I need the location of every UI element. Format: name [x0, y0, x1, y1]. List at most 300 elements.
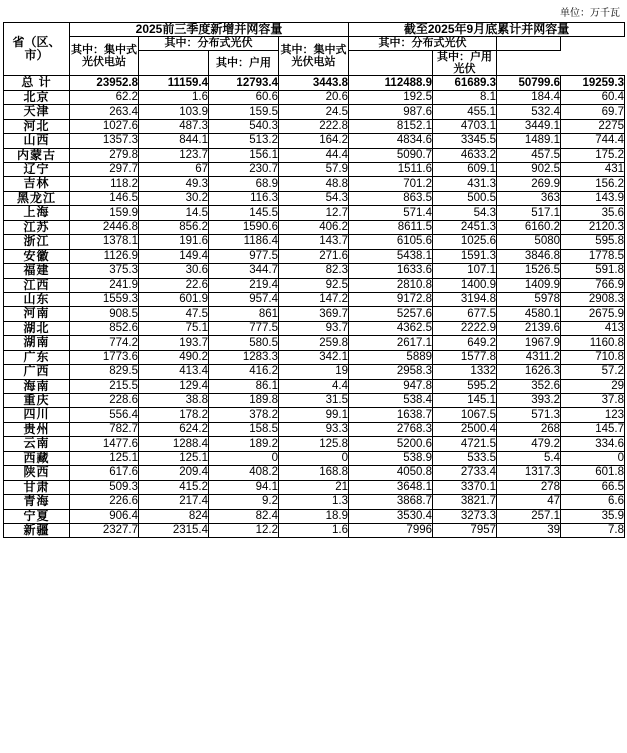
- cell-value: 490.2: [139, 350, 209, 364]
- cell-value: 906.4: [70, 509, 139, 523]
- cell-value: 4311.2: [497, 350, 561, 364]
- cell-value: 1378.1: [70, 235, 139, 249]
- row-region-label: 四川: [4, 408, 70, 422]
- cell-value: 540.3: [209, 119, 279, 133]
- cell-value: 31.5: [279, 394, 349, 408]
- cell-value: 2617.1: [349, 336, 433, 350]
- cell-value: 3846.8: [497, 249, 561, 263]
- cell-value: 601.8: [561, 466, 625, 480]
- cell-value: 146.5: [70, 191, 139, 205]
- cell-value: 11159.4: [139, 76, 209, 90]
- table-row: [4, 206, 625, 220]
- cell-value: 193.7: [139, 336, 209, 350]
- table-row: [4, 249, 625, 263]
- cell-value: 0: [279, 451, 349, 465]
- cell-value: 228.6: [70, 394, 139, 408]
- table-row: [4, 278, 625, 292]
- cell-value: 2768.3: [349, 422, 433, 436]
- cell-value: 2451.3: [433, 220, 497, 234]
- cell-value: 1067.5: [433, 408, 497, 422]
- row-region-label: 广东: [4, 350, 70, 364]
- cell-value: 4050.8: [349, 466, 433, 480]
- cell-value: 5978: [497, 292, 561, 306]
- cell-value: 9172.8: [349, 292, 433, 306]
- table-row: [4, 105, 625, 119]
- cell-value: 30.2: [139, 191, 209, 205]
- cell-value: 509.3: [70, 480, 139, 494]
- cell-value: 513.2: [209, 134, 279, 148]
- cell-value: 701.2: [349, 177, 433, 191]
- cell-value: 269.9: [497, 177, 561, 191]
- row-region-label: 江西: [4, 278, 70, 292]
- row-region-label: 黑龙江: [4, 191, 70, 205]
- cell-value: 29: [561, 379, 625, 393]
- cell-value: 60.6: [209, 90, 279, 104]
- cell-value: 118.2: [70, 177, 139, 191]
- cell-value: 268: [497, 422, 561, 436]
- cell-value: 22.6: [139, 278, 209, 292]
- cell-value: 2908.3: [561, 292, 625, 306]
- cell-value: 369.7: [279, 307, 349, 321]
- cell-value: 241.9: [70, 278, 139, 292]
- cell-value: 487.3: [139, 119, 209, 133]
- row-region-label: 河南: [4, 307, 70, 321]
- cell-value: 852.6: [70, 321, 139, 335]
- cell-value: 61689.3: [433, 76, 497, 90]
- header-cum-household: 其中：户用光伏: [433, 50, 497, 76]
- header-spacer-3: [349, 50, 433, 76]
- cell-value: 209.4: [139, 466, 209, 480]
- table-row: [4, 480, 625, 494]
- cell-value: 844.1: [139, 134, 209, 148]
- cell-value: 2446.8: [70, 220, 139, 234]
- cell-value: 21: [279, 480, 349, 494]
- cell-value: 3370.1: [433, 480, 497, 494]
- cell-value: 617.6: [70, 466, 139, 480]
- cell-value: 5438.1: [349, 249, 433, 263]
- cell-value: 156.2: [561, 177, 625, 191]
- row-region-label: 甘肃: [4, 480, 70, 494]
- cell-value: 35.6: [561, 206, 625, 220]
- cell-value: 2675.9: [561, 307, 625, 321]
- cell-value: 4.4: [279, 379, 349, 393]
- table-row: [4, 134, 625, 148]
- cell-value: 406.2: [279, 220, 349, 234]
- row-region-label: 吉林: [4, 177, 70, 191]
- table-row: [4, 264, 625, 278]
- cell-value: 863.5: [349, 191, 433, 205]
- cell-value: 2327.7: [70, 523, 139, 537]
- cell-value: 143.9: [561, 191, 625, 205]
- cell-value: 175.2: [561, 148, 625, 162]
- cell-value: 143.7: [279, 235, 349, 249]
- cell-value: 766.9: [561, 278, 625, 292]
- cell-value: 2315.4: [139, 523, 209, 537]
- cell-value: 14.5: [139, 206, 209, 220]
- cell-value: 538.9: [349, 451, 433, 465]
- cell-value: 3443.8: [279, 76, 349, 90]
- row-region-label: 西藏: [4, 451, 70, 465]
- cell-value: 416.2: [209, 365, 279, 379]
- cell-value: 30.6: [139, 264, 209, 278]
- cell-value: 19: [279, 365, 349, 379]
- cell-value: 192.5: [349, 90, 433, 104]
- cell-value: 3449.1: [497, 119, 561, 133]
- cell-value: 3345.5: [433, 134, 497, 148]
- cell-value: 82.3: [279, 264, 349, 278]
- row-region-label: 总 计: [4, 76, 70, 90]
- cell-value: 1332: [433, 365, 497, 379]
- cell-value: 158.5: [209, 422, 279, 436]
- cell-value: 987.6: [349, 105, 433, 119]
- cell-value: 352.6: [497, 379, 561, 393]
- cell-value: 517.1: [497, 206, 561, 220]
- cell-value: 259.8: [279, 336, 349, 350]
- header-spacer-1: [497, 37, 561, 50]
- header-region: 省（区、市）: [4, 23, 70, 76]
- cell-value: 19259.3: [561, 76, 625, 90]
- cell-value: 23952.8: [70, 76, 139, 90]
- cell-value: 75.1: [139, 321, 209, 335]
- cell-value: 4703.1: [433, 119, 497, 133]
- cell-value: 595.2: [433, 379, 497, 393]
- cell-value: 125.8: [279, 437, 349, 451]
- cell-value: 8611.5: [349, 220, 433, 234]
- header-group-new: 2025前三季度新增并网容量: [70, 23, 349, 37]
- cell-value: 68.9: [209, 177, 279, 191]
- cell-value: 375.3: [70, 264, 139, 278]
- table-row: [4, 148, 625, 162]
- cell-value: 1633.6: [349, 264, 433, 278]
- cell-value: 35.9: [561, 509, 625, 523]
- cell-value: 1126.9: [70, 249, 139, 263]
- cell-value: 1409.9: [497, 278, 561, 292]
- table-row: [4, 321, 625, 335]
- cell-value: 5257.6: [349, 307, 433, 321]
- cell-value: 1.6: [279, 523, 349, 537]
- row-region-label: 宁夏: [4, 509, 70, 523]
- header-new-distributed: 其中：分布式光伏: [139, 37, 279, 50]
- table-row: [4, 408, 625, 422]
- cell-value: 164.2: [279, 134, 349, 148]
- cell-value: 93.7: [279, 321, 349, 335]
- cell-value: 20.6: [279, 90, 349, 104]
- cell-value: 532.4: [497, 105, 561, 119]
- cell-value: 479.2: [497, 437, 561, 451]
- cell-value: 5200.6: [349, 437, 433, 451]
- cell-value: 226.6: [70, 495, 139, 509]
- cell-value: 393.2: [497, 394, 561, 408]
- cell-value: 86.1: [209, 379, 279, 393]
- cell-value: 257.1: [497, 509, 561, 523]
- cell-value: 82.4: [209, 509, 279, 523]
- cell-value: 191.6: [139, 235, 209, 249]
- cell-value: 902.5: [497, 163, 561, 177]
- unit-note: 单位：万千瓦: [560, 8, 620, 19]
- cell-value: 94.1: [209, 480, 279, 494]
- table-row: [4, 163, 625, 177]
- cell-value: 145.1: [433, 394, 497, 408]
- table-row: [4, 220, 625, 234]
- row-region-label: 云南: [4, 437, 70, 451]
- cell-value: 1638.7: [349, 408, 433, 422]
- cell-value: 957.4: [209, 292, 279, 306]
- table-row: [4, 379, 625, 393]
- header-spacer-2: [139, 50, 209, 76]
- cell-value: 571.4: [349, 206, 433, 220]
- table-row: [4, 191, 625, 205]
- cell-value: 556.4: [70, 408, 139, 422]
- cell-value: 116.3: [209, 191, 279, 205]
- header-cum-distributed: 其中：分布式光伏: [349, 37, 497, 50]
- cell-value: 48.8: [279, 177, 349, 191]
- cell-value: 591.8: [561, 264, 625, 278]
- cell-value: 1778.5: [561, 249, 625, 263]
- cell-value: 47.5: [139, 307, 209, 321]
- cell-value: 2733.4: [433, 466, 497, 480]
- cell-value: 9.2: [209, 495, 279, 509]
- pv-capacity-table: [3, 22, 625, 538]
- cell-value: 824: [139, 509, 209, 523]
- cell-value: 3273.3: [433, 509, 497, 523]
- cell-value: 50799.6: [497, 76, 561, 90]
- cell-value: 342.1: [279, 350, 349, 364]
- cell-value: 159.5: [209, 105, 279, 119]
- cell-value: 1590.6: [209, 220, 279, 234]
- cell-value: 57.9: [279, 163, 349, 177]
- cell-value: 129.4: [139, 379, 209, 393]
- cell-value: 7996: [349, 523, 433, 537]
- row-region-label: 天津: [4, 105, 70, 119]
- row-region-label: 新疆: [4, 523, 70, 537]
- table-row: [4, 365, 625, 379]
- cell-value: 24.5: [279, 105, 349, 119]
- row-region-label: 内蒙古: [4, 148, 70, 162]
- cell-value: 649.2: [433, 336, 497, 350]
- cell-value: 1025.6: [433, 235, 497, 249]
- cell-value: 297.7: [70, 163, 139, 177]
- row-region-label: 上海: [4, 206, 70, 220]
- cell-value: 0: [209, 451, 279, 465]
- cell-value: 1160.8: [561, 336, 625, 350]
- cell-value: 1186.4: [209, 235, 279, 249]
- table-row: [4, 292, 625, 306]
- cell-value: 189.8: [209, 394, 279, 408]
- cell-value: 66.5: [561, 480, 625, 494]
- cell-value: 431: [561, 163, 625, 177]
- row-region-label: 福建: [4, 264, 70, 278]
- cell-value: 125.1: [70, 451, 139, 465]
- table-row: [4, 437, 625, 451]
- cell-value: 278: [497, 480, 561, 494]
- cell-value: 219.4: [209, 278, 279, 292]
- cell-value: 69.7: [561, 105, 625, 119]
- cell-value: 6160.2: [497, 220, 561, 234]
- table-row: [4, 451, 625, 465]
- row-region-label: 安徽: [4, 249, 70, 263]
- cell-value: 2810.8: [349, 278, 433, 292]
- cell-value: 92.5: [279, 278, 349, 292]
- table-row: [4, 177, 625, 191]
- cell-value: 3868.7: [349, 495, 433, 509]
- cell-value: 363: [497, 191, 561, 205]
- cell-value: 37.8: [561, 394, 625, 408]
- row-region-label: 湖北: [4, 321, 70, 335]
- cell-value: 378.2: [209, 408, 279, 422]
- cell-value: 2139.6: [497, 321, 561, 335]
- row-region-label: 海南: [4, 379, 70, 393]
- cell-value: 1489.1: [497, 134, 561, 148]
- cell-value: 178.2: [139, 408, 209, 422]
- cell-value: 279.8: [70, 148, 139, 162]
- cell-value: 7957: [433, 523, 497, 537]
- cell-value: 44.4: [279, 148, 349, 162]
- table-row: [4, 90, 625, 104]
- row-region-label: 河北: [4, 119, 70, 133]
- table-row: [4, 466, 625, 480]
- cell-value: 408.2: [209, 466, 279, 480]
- cell-value: 1357.3: [70, 134, 139, 148]
- cell-value: 4580.1: [497, 307, 561, 321]
- cell-value: 344.7: [209, 264, 279, 278]
- cell-value: 1577.8: [433, 350, 497, 364]
- row-region-label: 陕西: [4, 466, 70, 480]
- header-new-centralized: 其中：集中式光伏电站: [70, 37, 139, 76]
- row-region-label: 山西: [4, 134, 70, 148]
- cell-value: 38.8: [139, 394, 209, 408]
- cell-value: 156.1: [209, 148, 279, 162]
- cell-value: 571.3: [497, 408, 561, 422]
- cell-value: 67: [139, 163, 209, 177]
- cell-value: 4633.2: [433, 148, 497, 162]
- header-row-2: [4, 37, 625, 50]
- cell-value: 8152.1: [349, 119, 433, 133]
- cell-value: 4721.5: [433, 437, 497, 451]
- cell-value: 774.2: [70, 336, 139, 350]
- cell-value: 189.2: [209, 437, 279, 451]
- row-region-label: 贵州: [4, 422, 70, 436]
- cell-value: 271.6: [279, 249, 349, 263]
- cell-value: 3194.8: [433, 292, 497, 306]
- cell-value: 6.6: [561, 495, 625, 509]
- cell-value: 103.9: [139, 105, 209, 119]
- cell-value: 3821.7: [433, 495, 497, 509]
- cell-value: 677.5: [433, 307, 497, 321]
- cell-value: 2500.4: [433, 422, 497, 436]
- table-row: [4, 422, 625, 436]
- cell-value: 0: [561, 451, 625, 465]
- cell-value: 57.2: [561, 365, 625, 379]
- cell-value: 147.2: [279, 292, 349, 306]
- cell-value: 2222.9: [433, 321, 497, 335]
- cell-value: 99.1: [279, 408, 349, 422]
- table-row: [4, 307, 625, 321]
- cell-value: 184.4: [497, 90, 561, 104]
- cell-value: 222.8: [279, 119, 349, 133]
- cell-value: 977.5: [209, 249, 279, 263]
- cell-value: 5889: [349, 350, 433, 364]
- cell-value: 263.4: [70, 105, 139, 119]
- cell-value: 455.1: [433, 105, 497, 119]
- cell-value: 123.7: [139, 148, 209, 162]
- cell-value: 1288.4: [139, 437, 209, 451]
- row-region-label: 重庆: [4, 394, 70, 408]
- header-group-cumulative: 截至2025年9月底累计并网容量: [349, 23, 625, 37]
- row-region-label: 青海: [4, 495, 70, 509]
- cell-value: 601.9: [139, 292, 209, 306]
- cell-value: 168.8: [279, 466, 349, 480]
- cell-value: 334.6: [561, 437, 625, 451]
- cell-value: 125.1: [139, 451, 209, 465]
- table-row: [4, 235, 625, 249]
- table-row: [4, 336, 625, 350]
- cell-value: 580.5: [209, 336, 279, 350]
- cell-value: 1591.3: [433, 249, 497, 263]
- cell-value: 2120.3: [561, 220, 625, 234]
- cell-value: 8.1: [433, 90, 497, 104]
- cell-value: 39: [497, 523, 561, 537]
- cell-value: 777.5: [209, 321, 279, 335]
- cell-value: 5090.7: [349, 148, 433, 162]
- cell-value: 457.5: [497, 148, 561, 162]
- cell-value: 145.7: [561, 422, 625, 436]
- cell-value: 744.4: [561, 134, 625, 148]
- cell-value: 54.3: [279, 191, 349, 205]
- table-row: [4, 76, 625, 90]
- cell-value: 1477.6: [70, 437, 139, 451]
- cell-value: 5.4: [497, 451, 561, 465]
- row-region-label: 江苏: [4, 220, 70, 234]
- cell-value: 908.5: [70, 307, 139, 321]
- cell-value: 1511.6: [349, 163, 433, 177]
- cell-value: 60.4: [561, 90, 625, 104]
- table-row: [4, 350, 625, 364]
- cell-value: 112488.9: [349, 76, 433, 90]
- cell-value: 149.4: [139, 249, 209, 263]
- table-row: [4, 394, 625, 408]
- cell-value: 6105.6: [349, 235, 433, 249]
- cell-value: 2275: [561, 119, 625, 133]
- cell-value: 431.3: [433, 177, 497, 191]
- row-region-label: 湖南: [4, 336, 70, 350]
- cell-value: 4362.5: [349, 321, 433, 335]
- cell-value: 1.6: [139, 90, 209, 104]
- row-region-label: 北京: [4, 90, 70, 104]
- cell-value: 1626.3: [497, 365, 561, 379]
- cell-value: 49.3: [139, 177, 209, 191]
- cell-value: 533.5: [433, 451, 497, 465]
- cell-value: 12793.4: [209, 76, 279, 90]
- cell-value: 413.4: [139, 365, 209, 379]
- cell-value: 54.3: [433, 206, 497, 220]
- cell-value: 1027.6: [70, 119, 139, 133]
- cell-value: 230.7: [209, 163, 279, 177]
- cell-value: 1967.9: [497, 336, 561, 350]
- cell-value: 47: [497, 495, 561, 509]
- table-row: [4, 495, 625, 509]
- header-cum-centralized: 其中：集中式光伏电站: [279, 37, 349, 76]
- cell-value: 1526.5: [497, 264, 561, 278]
- cell-value: 123: [561, 408, 625, 422]
- cell-value: 1.3: [279, 495, 349, 509]
- cell-value: 3648.1: [349, 480, 433, 494]
- cell-value: 12.2: [209, 523, 279, 537]
- cell-value: 93.3: [279, 422, 349, 436]
- cell-value: 107.1: [433, 264, 497, 278]
- cell-value: 710.8: [561, 350, 625, 364]
- cell-value: 947.8: [349, 379, 433, 393]
- cell-value: 62.2: [70, 90, 139, 104]
